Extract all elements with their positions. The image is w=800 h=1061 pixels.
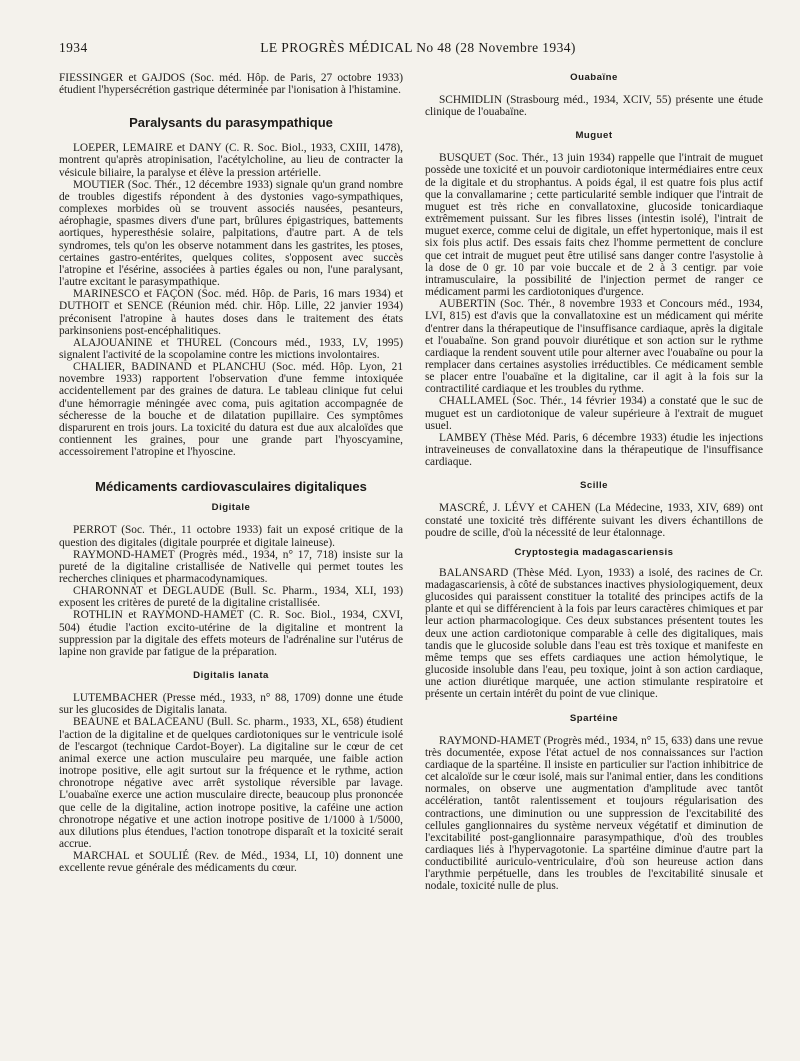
page-number: 1934 (59, 40, 88, 55)
paragraph: LOEPER, LEMAIRE et DANY (C. R. Soc. Biol., 1933, CXIII, 1478), montrent qu'après atropinisation, l'acétylcholine, au lieu de contracter la vésicule biliaire, la paralyse et élève la pression artérielle. (59, 142, 403, 179)
paragraph: PERROT (Soc. Thér., 11 octobre 1933) fait un exposé critique de la question des digitales (digitale pourprée et digitale laineuse). (59, 524, 403, 549)
section-heading: Paralysants du parasympathique (129, 115, 333, 131)
subsection-heading: Scille (579, 480, 609, 492)
subsection-heading: Digitalis lanata (193, 670, 269, 682)
paragraph: CHALIER, BADINAND et PLANCHU (Soc. méd. Hôp. Lyon, 21 novembre 1933) rapportent l'observation d'une femme intoxiquée accidentellement par des graines de datura. Le tableau clinique fut celui d'une hémorragie méningée avec coma, puis agitation accompagnée de sécheresse de la bouche et de dilatation pupillaire. Ces symptômes disparurent en trois jours. La toxicité du datura est due aux alcaloïdes que contiennent les graines, pour une grande part l'hyoscyamine, accessoirement l'atropine et l'hyoscine. (59, 361, 403, 459)
paragraph: CHARONNAT et DEGLAUDE (Bull. Sc. Pharm., 1934, XLI, 193) exposent les critères de pureté de la digitaline cristallisée. (59, 585, 403, 610)
paragraph: ROTHLIN et RAYMOND-HAMET (C. R. Soc. Biol., 1934, CXVI, 504) étudie l'action excito-utérine de la digitaline et montrent la suppression par la digitale des effets moteurs de l'adrénaline sur l'utérus de lapine non gravide par fatigue de la préparation. (59, 609, 403, 658)
paragraph: BALANSARD (Thèse Méd. Lyon, 1933) a isolé, des racines de Cr. madagascariensis, à côté de substances inactives physiologiquement, deux glucosides qui paraissent constituer la totalité des principes actifs de la plante et qui se différencient à la fois par leurs caractères chimiques et par leur action pharmacologique. Ces deux substances présentent toutes les deux une action cardiotonique comparable à celle des digitaliques, mais tandis que le glucoside soluble dans l'eau est très toxique et manifeste en même temps que ses effets cardiaques une action hémolytique, le glucoside insoluble dans l'eau, peu toxique, joint à son action cardiaque, une action diurétique marquée, une action stimulante respiratoire et présente un certain intérêt du point de vue clinique. (425, 566, 763, 701)
subsection-heading: Digitale (211, 502, 251, 514)
paragraph: SCHMIDLIN (Strasbourg méd., 1934, XCIV, 55) présente une étude clinique de l'ouabaïne. (425, 94, 763, 119)
subsection-heading: Muguet (575, 130, 613, 142)
paragraph: RAYMOND-HAMET (Progrès méd., 1934, n° 17, 718) insiste sur la pureté de la digitaline cristallisée de Nativelle qui permet toutes les recherches cliniques et pharmacodynamiques. (59, 548, 403, 585)
paragraph: MASCRÉ, J. LÉVY et CAHEN (La Médecine, 1933, XIV, 689) ont constaté une toxicité très différente suivant les divers échantillons de poudre de scille, d'où la nécessité de leur étalonnage. (425, 502, 763, 539)
subsection-heading: Spartéine (569, 712, 619, 724)
paragraph: LAMBEY (Thèse Méd. Paris, 6 décembre 1933) étudie les injections intraveineuses de convallatoxine dans la thérapeutique de l'insuffisance cardiaque. (425, 431, 763, 469)
right-column (425, 72, 763, 893)
paragraph: LUTEMBACHER (Presse méd., 1933, n° 88, 1709) donne une étude sur les glucosides de Digitalis lanata. (59, 692, 403, 717)
paragraph: BUSQUET (Soc. Thér., 13 juin 1934) rappelle que l'intrait de muguet possède une toxicité et un pouvoir cardiotonique intermédiaires entre ceux de la digitale et du strophantus. A poids égal, il est quatre fois plus actif que la convallamarine ; cette particularité semble indiquer que l'intrait de muguet est très riche en convallatoxine, glucoside tonicardiaque extrêmement puissant. Sur les fibres lisses (intestin isolé), l'intrait de muguet exerce, comme celui de digitale, un effet hypertonique, mais il est six fois plus actif. Des essais faits chez l'homme permettent de conclure que cet intrait de muguet peut être utilisé sans danger contre l'asystolie à la dose de 0 gr. 10 par voie buccale et de 2 à 3 centigr. par voie intramusculaire, la possibilité de l'injection permet de ranger ce médicament parmi les cardiotoniques d'urgence. (425, 152, 763, 299)
paragraph: FIESSINGER et GAJDOS (Soc. méd. Hôp. de Paris, 27 octobre 1933) étudient l'hypersécrétion gastrique déterminée par l'ionisation à l'histamine. (59, 72, 403, 97)
paragraph: AUBERTIN (Soc. Thér., 8 novembre 1933 et Concours méd., 1934, LVI, 815) est d'avis que la convallatoxine est un médicament qui mérite d'entrer dans la thérapeutique de l'insuffisance cardiaque, après la digitale et l'ouabaïne. Son grand pouvoir diurétique et son action sur le rythme cardiaque la rendent souvent utile pour alterner avec l'ouabaïne ou pour la remplacer dans certaines asystolies irréductibles. Ce médicament semble se placer entre l'ouabaïne et la digitaline, car il agit à la fois sur la contractilité cardiaque et les troubles du rythme. (425, 298, 763, 396)
subsection-heading: Ouabaïne (570, 72, 618, 83)
paragraph: MARCHAL et SOULIÉ (Rev. de Méd., 1934, LI, 10) donnent une excellente revue générale des médicaments du cœur. (59, 850, 403, 875)
paragraph: RAYMOND-HAMET (Progrès méd., 1934, n° 15, 633) dans une revue très documentée, expose l'état actuel de nos connaissances sur l'action cardiaque de la spartéine. Il insiste en particulier sur l'action inhibitrice de cet alcaloïde sur le cœur isolé, mais sur l'animal entier, dans les conditions normales, on observe une augmentation d'amplitude avec tantôt accélération, tantôt ralentissement et toujours régularisation des contractions, une diminution ou une suppression de l'excitabilité des cellules ganglionnaires du système nerveux végétatif et diminution de l'excitabilité post-ganglionnaire parasympathique, d'où des troubles cardiaques liés à l'hypervagotonie. La spartéine diminue d'autre part la conductibilité auriculo-ventriculaire, d'où son heureuse action dans l'arythmie perpétuelle, dans les troubles de l'excitabilité sinusale et nodale, toxicité nulle de plus. (425, 734, 763, 893)
left-column (59, 72, 403, 874)
paragraph: CHALLAMEL (Soc. Thér., 14 février 1934) a constaté que le suc de muguet est un cardiotonique de valeur supérieure à l'extrait de muguet usuel. (425, 395, 763, 432)
section-heading: Médicaments cardiovasculaires digitaliques (95, 479, 367, 495)
subsection-heading: Cryptostegia madagascariensis (514, 546, 674, 558)
paragraph: ALAJOUANINE et THUREL (Concours méd., 1933, LV, 1995) signalent l'activité de la scopolamine contre les mictions involontaires. (59, 336, 403, 361)
paragraph: BEAUNE et BALACEANU (Bull. Sc. pharm., 1933, XL, 658) étudient l'action de la digitaline et de quelques cardiotoniques sur le ventricule isolé de l'escargot (technique Cardot-Boyer). La digitaline sur le cœur de cet animal exerce une action musculaire peu marquée, une faible action inotrope positive, elle agit surtout sur la fréquence et le rythme, action chronotrope négative avec arrêt systolique réversible par lavage. L'ouabaïne exerce une action musculaire directe, beaucoup plus prononcée que celle de la digitaline, action inotrope positive, la caféine une action chronotrope négative et une action inotrope positive de 1/1000 à 1/5000, aux dilutions plus étendues, l'action tonotrope disparaît et la toxicité serait accrue. (59, 716, 403, 850)
running-title: LE PROGRÈS MÉDICAL No 48 (28 Novembre 1934) (260, 40, 576, 55)
paragraph: MOUTIER (Soc. Thér., 12 décembre 1933) signale qu'un grand nombre de troubles digestifs répondent à des dystonies vago-sympathiques, complexes morbides où se trouvent associés nausées, pesanteurs, aérophagie, spasmes divers d'une part, brûlures épigastriques, battements aortiques, hyperesthésie solaire, palpitations, d'autre part. A de tels syndromes, tels qu'on les observe notamment dans les gastrites, les ptoses, certaines gastro-entérites, quelques colites, s'opposent avec succès l'atropine et l'ésérine, associées à parties égales ou non, l'une paralysant, l'autre excitant le parasympathique. (59, 178, 403, 289)
page-header (59, 40, 777, 60)
paragraph: MARINESCO et FAÇON (Soc. méd. Hôp. de Paris, 16 mars 1934) et DUTHOIT et SENCE (Réunion méd. chir. Hôp. Lille, 22 janvier 1934) préconisent l'atropine à hautes doses dans le traitement des états parkinsoniens post-encéphalitiques. (59, 288, 403, 337)
